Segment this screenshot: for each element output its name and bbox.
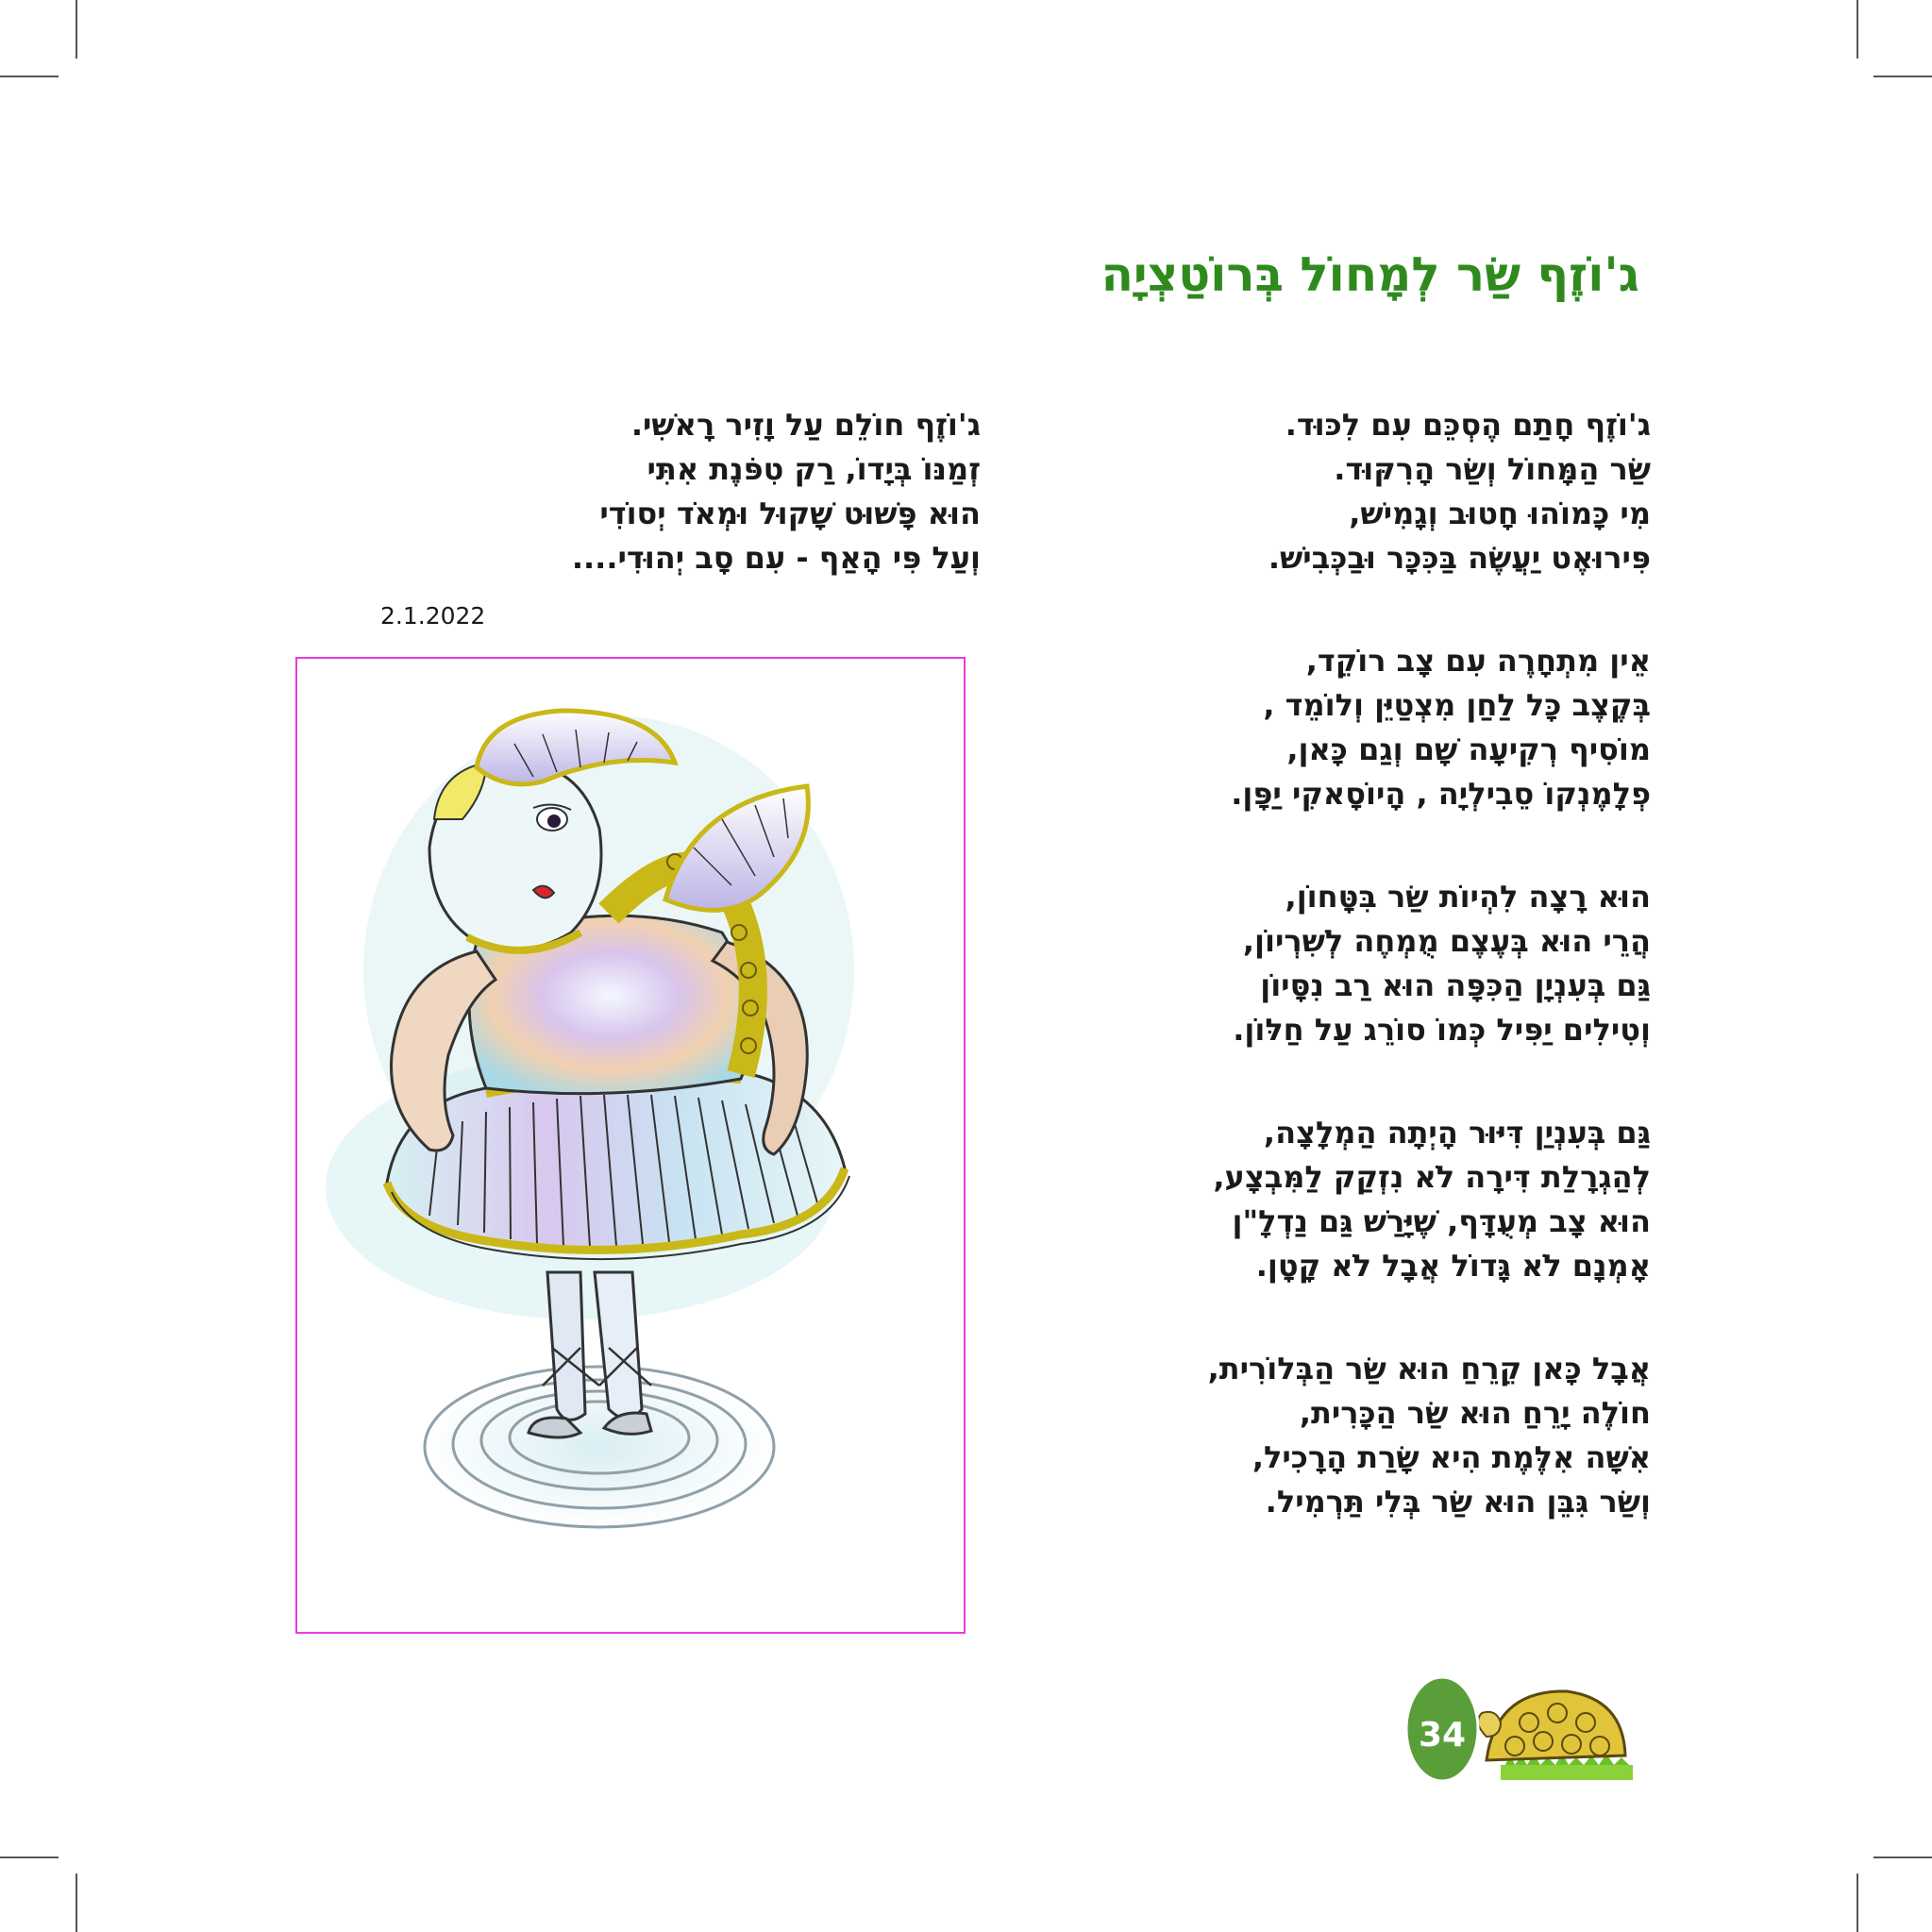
- poem-line: וְעַל פִּי הָאַף - עִם סָב יְהוּדִי....: [571, 540, 981, 576]
- poem-line: גַּם בְּעִנְיָן הַכִּפָּה הוּא רַב נִסָּיוֹן: [1260, 967, 1651, 1003]
- poem-line: אִשָּׁה אִלֶּמֶת הִיא שָׂרַת הָרָכִיל,: [1252, 1439, 1651, 1475]
- poem-line: הוּא רָצָה לִהְיוֹת שַׂר בִּטָּחוֹן,: [1285, 879, 1651, 915]
- stanza: [1160, 1347, 1651, 1524]
- poem-line: גַּם בְּעִנְיַן דִּיּוּר הָיְתָה הַמְלָצָה,: [1263, 1115, 1651, 1151]
- poem-title: ג'וֹזֶף שַׂר לְמָחוֹל בְּרוֹטַצְיָה: [1100, 247, 1639, 302]
- poem-date: 2.1.2022: [380, 602, 486, 630]
- poem-left-column: [490, 403, 981, 639]
- poem-line: ג'וֹזֶף חוֹלֵם עַל וָזִיר רָאשִׁי.: [630, 407, 981, 443]
- poem-line: הוּא פָּשׁוּט שָׁקוּל וּמְאֹד יְסוֹדִי: [599, 496, 981, 531]
- poem-line: זְמַנּוֹ בְּיָדוֹ, רַק טִפֹּנֶת אִתִּי: [647, 451, 981, 487]
- illustration-frame: [295, 657, 966, 1634]
- crop-mark-top-left: [76, 0, 77, 59]
- crop-mark-bottom-left: [76, 1873, 77, 1932]
- dancing-turtle-ballerina-illustration: [297, 659, 964, 1632]
- stanza: [1160, 403, 1651, 580]
- crop-mark-left-bottom: [0, 1856, 59, 1858]
- poem-line: שַׂר הַמָּחוֹל וְשַׂר הָרִקּוּד.: [1334, 451, 1651, 487]
- stanza: [1160, 639, 1651, 816]
- poem-line: וְטִילִים יַפִּיל כְּמוֹ סוֹרֵג עַל חַלּוֹן.: [1233, 1012, 1651, 1048]
- poem-line: פִּירוּאֶט יַעֲשֶׂה בַּכִּכָּר וּבַכְּבִישׁ.: [1268, 540, 1651, 576]
- crop-mark-bottom-right: [1856, 1873, 1858, 1932]
- poem-line: וְשַׂר גִּבֵּן הוּא שַׂר בְּלִי תַּרְמִיל.: [1265, 1484, 1651, 1520]
- stanza: [1160, 1111, 1651, 1288]
- poem-line: מִי כָּמוֹהוּ חָטוּב וְגָמִישׁ,: [1349, 496, 1651, 531]
- poem-line: מוֹסִיף רְקִיעָה שָׁם וְגַם כָּאן,: [1286, 731, 1651, 767]
- poem-line: פְלָמֶנְקוֹ סֵבִילְיָה , הָיוֹסָאקִי יַפָּן.: [1231, 776, 1651, 812]
- crop-mark-right-bottom: [1873, 1856, 1932, 1858]
- crop-mark-right-top: [1873, 76, 1932, 77]
- poem-line: הוּא צָב מְעֻדָּף, שֶׁיָּרַשׁ גַּם נַדְלָ"ן: [1232, 1203, 1651, 1239]
- page-number: 34: [1418, 1716, 1467, 1755]
- poem-line: אָמְנָם לֹא גָּדוֹל אֲבָל לֹא קָטָן.: [1255, 1248, 1651, 1284]
- crop-mark-left-top: [0, 76, 59, 77]
- poem-line: ג'וֹזֶף חָתַם הֶסְכֵּם עִם לִכּוּד.: [1285, 407, 1651, 443]
- poem-line: אֲבָל כָּאן קֵרֵחַ הוּא שַׂר הַבְּלוֹרִית,: [1207, 1351, 1651, 1386]
- poem-line: חוֹלֶה יָרֵחַ הוּא שַׂר הַכָּרִית,: [1299, 1395, 1651, 1431]
- poem-line: לְהַגְרָלַת דִּירָה לֹא נִזְקַק לַמִּבְצָע,: [1213, 1159, 1651, 1195]
- poem-line: בְּקֶצֶב כָּל לַחַן מִצְטַיֵּן וְלוֹמֵד ,: [1263, 687, 1651, 723]
- poem-line: אֵין מִתְחָרֶה עִם צָב רוֹקֵד,: [1305, 643, 1651, 679]
- stanza: [490, 403, 981, 580]
- crop-mark-top-right: [1856, 0, 1858, 59]
- stanza: [1160, 875, 1651, 1052]
- poem-line: הֲרֵי הוּא בְּעֶצֶם מֻמְחֶה לְשִׁרְיוֹן,: [1242, 923, 1651, 959]
- poem-right-column: [1160, 403, 1651, 1583]
